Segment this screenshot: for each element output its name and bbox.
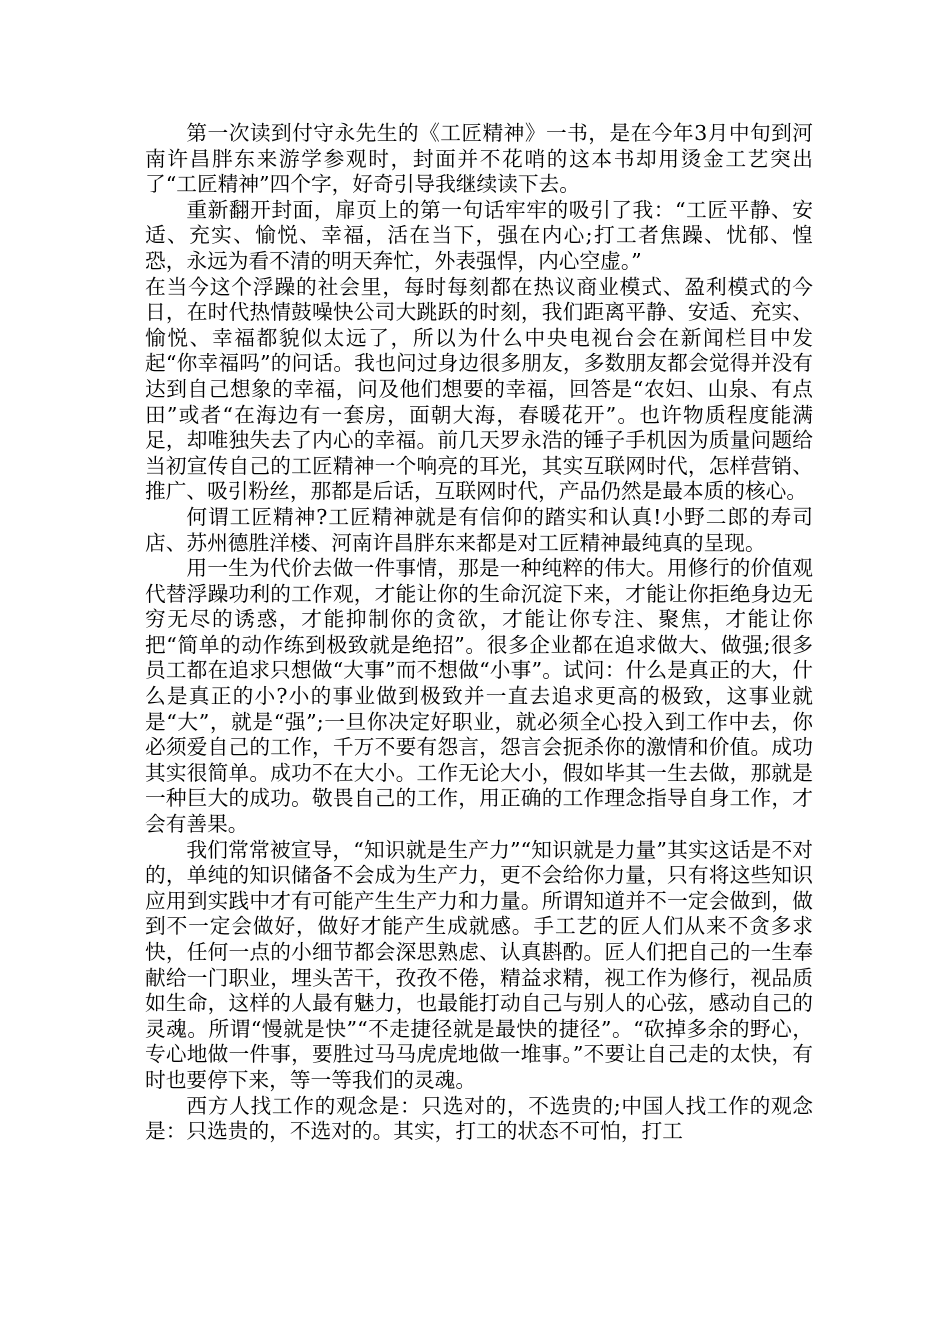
paragraph-2: 重新翻开封面，扉页上的第一句话牢牢的吸引了我：“工匠平静、安适、充实、愉悦、幸福，活在当下，强在内心;打工者焦躁、忧郁、惶恐，永远为看不清的明天奔忙，外表强悍，内心空虚。” bbox=[145, 197, 813, 273]
paragraph-1: 第一次读到付守永先生的《工匠精神》一书，是在今年3月中旬到河南许昌胖东来游学参观时，封面并不花哨的这本书却用烫金工艺突出了“工匠精神”四个字，好奇引导我继续读下去。 bbox=[145, 121, 813, 197]
document-page bbox=[145, 121, 813, 1145]
paragraph-4: 何谓工匠精神?工匠精神就是有信仰的踏实和认真!小野二郎的寿司店、苏州德胜洋楼、河南许昌胖东来都是对工匠精神最纯真的呈现。 bbox=[145, 504, 813, 555]
paragraph-6: 我们常常被宣导，“知识就是生产力”“知识就是力量”其实这话是不对的，单纯的知识储备不会成为生产力，更不会给你力量，只有将这些知识应用到实践中才有可能产生生产力和力量。所谓知道并不一定会做到，做到不一定会做好，做好才能产生成就感。手工艺的匠人们从来不贪多求快，任何一点的小细节都会深思熟虑、认真斟酌。匠人们把自己的一生奉献给一门职业，埋头苦干，孜孜不倦，精益求精，视工作为修行，视品质如生命，这样的人最有魅力，也最能打动自己与别人的心弦，感动自己的灵魂。所谓“慢就是快”“不走捷径就是最快的捷径”。“砍掉多余的野心，专心地做一件事，要胜过马马虎虎地做一堆事。”不要让自己走的太快，有时也要停下来，等一等我们的灵魂。 bbox=[145, 837, 813, 1092]
paragraph-7: 西方人找工作的观念是：只选对的，不选贵的;中国人找工作的观念是：只选贵的，不选对的。其实，打工的状态不可怕，打工 bbox=[145, 1093, 813, 1144]
paragraph-3: 在当今这个浮躁的社会里，每时每刻都在热议商业模式、盈利模式的今日，在时代热情鼓噪快公司大跳跃的时刻，我们距离平静、安适、充实、愉悦、幸福都貌似太远了，所以为什么中央电视台会在新闻栏目中发起“你幸福吗”的问话。我也问过身边很多朋友，多数朋友都会觉得并没有达到自己想象的幸福，问及他们想要的幸福，回答是“农妇、山泉、有点田”或者“在海边有一套房，面朝大海，春暖花开”。也许物质程度能满足，却唯独失去了内心的幸福。前几天罗永浩的锤子手机因为质量问题给当初宣传自己的工匠精神一个响亮的耳光，其实互联网时代，怎样营销、推广、吸引粉丝，那都是后话，互联网时代，产品仍然是最本质的核心。 bbox=[145, 274, 813, 504]
paragraph-5: 用一生为代价去做一件事情，那是一种纯粹的伟大。用修行的价值观代替浮躁功利的工作观，才能让你的生命沉淀下来，才能让你拒绝身边无穷无尽的诱惑，才能抑制你的贪欲，才能让你专注、聚焦，才能让你把“简单的动作练到极致就是绝招”。很多企业都在追求做大、做强;很多员工都在追求只想做“大事”而不想做“小事”。试问：什么是真正的大，什么是真正的小?小的事业做到极致并一直去追求更高的极致，这事业就是“大”，就是“强”;一旦你决定好职业，就必须全心投入到工作中去，你必须爱自己的工作，千万不要有怨言，怨言会扼杀你的激情和价值。成功其实很简单。成功不在大小。工作无论大小，假如毕其一生去做，那就是一种巨大的成功。敬畏自己的工作，用正确的工作理念指导自身工作，才会有善果。 bbox=[145, 556, 813, 837]
